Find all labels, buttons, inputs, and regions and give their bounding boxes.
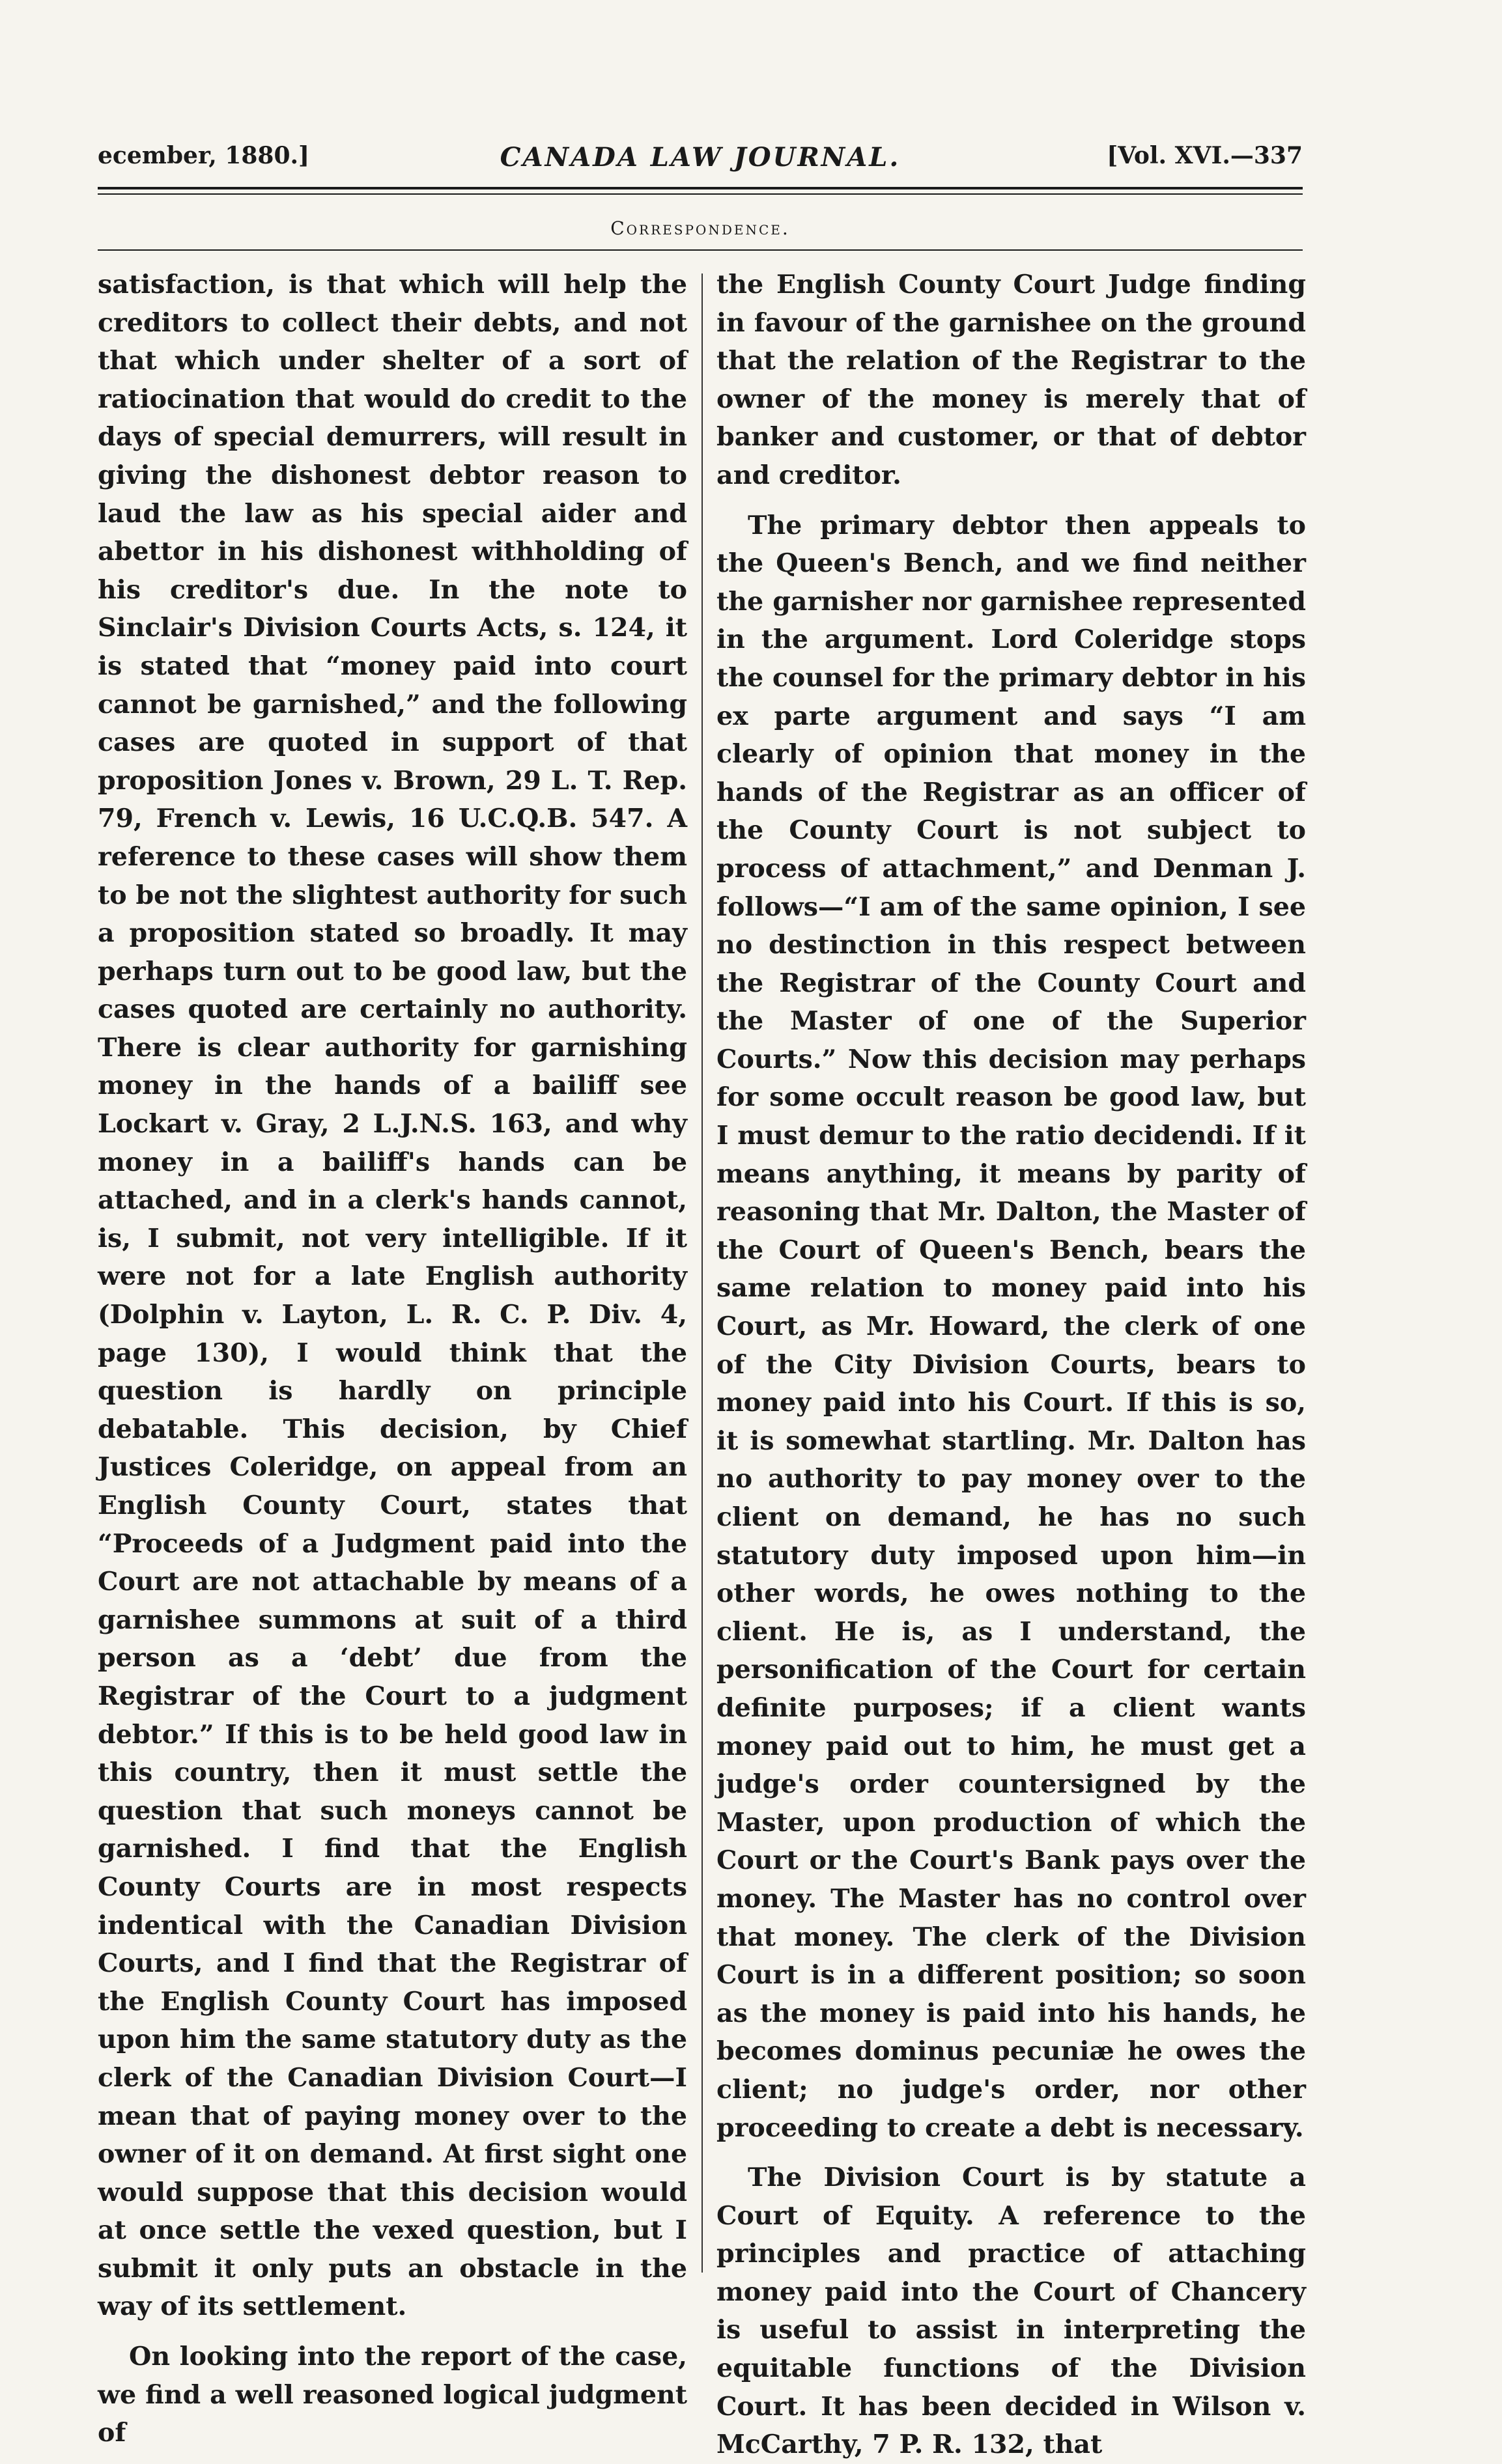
journal-title: CANADA LAW JOURNAL. bbox=[500, 142, 901, 173]
left-paragraph-1: satisfaction, is that which will help the creditors to collect their debts, and not that which under shelter of a sort of ratiocination that would do credit to the days of special demurrers, will result in giving the dishonest debtor reason to laud the law as his special aider and abettor in his dishonest withholding of his creditor's due. In the note to Sinclair's Division Courts Acts, s. 124, it is stated that “money paid into court cannot be garnished,” and the following cases are quoted in support of that proposition Jones v. Brown, 29 L. T. Rep. 79, French v. Lewis, 16 U.C.Q.B. 547. A reference to these cases will show them to be not the slightest authority for such a proposition stated so broadly. It may perhaps turn out to be good law, but the cases quoted are certainly no authority. There is clear authority for garnishing money in the hands of a bailiff see Lockart v. Gray, 2 L.J.N.S. 163, and why money in a bailiff's hands can be attached, and in a clerk's hands cannot, is, I submit, not very intelligible. If it were not for a late English authority (Dolphin v. Layton, L. R. C. P. Div. 4, page 130), I would think that the question is hardly on principle debatable. This decision, by Chief Justices Coleridge, on appeal from an English County Court, states that “Proceeds of a Judgment paid into the Court are not attachable by means of a garnishee summons at suit of a third person as a ‘debt’ due from the Registrar of the Court to a judgment debtor.” If this is to be held good law in this country, then it must settle the question that such moneys cannot be garnished. I find that the English County Courts are in most respects indentical with the Canadian Division Courts, and I find that the Registrar of the English County Court has imposed upon him the same statutory duty as the clerk of the Canadian Division Court—I mean that of paying money over to the owner of it on demand. At first sight one would suppose that this decision would at once settle the vexed question, but I submit it only puts an obstacle in the way of its settlement. bbox=[98, 270, 687, 2322]
header-rule-thick bbox=[98, 187, 1303, 189]
section-title: Correspondence. bbox=[610, 217, 790, 239]
volume-page: [Vol. XVI.—337 bbox=[1107, 142, 1303, 169]
left-paragraph-2: On looking into the report of the case, we find a well reasoned logical judgment of bbox=[98, 2342, 687, 2448]
right-paragraph-2: The primary debtor then appeals to the Queen's Bench, and we find neither the garnisher nor garnishee represented in the argument. Lord Coleridge stops the counsel for the primary debtor in his ex parte argument and says “I am clearly of opinion that money in the hands of the Registrar as an officer of the County Court is not subject to process of attachment,” and Denman J. follows—“I am of the same opinion, I see no destinction in this respect between the Registrar of the County Court and the Master of one of the Superior Courts.” Now this decision may perhaps for some occult reason be good law, but I must demur to the ratio decidendi. If it means anything, it means by parity of reasoning that Mr. Dalton, the Master of the Court of Queen's Bench, bears the same relation to money paid into his Court, as Mr. Howard, the clerk of one of the City Division Courts, bears to money paid into his Court. If this is so, it is somewhat startling. Mr. Dalton has no authority to pay money over to the client on demand, he has no such statutory duty imposed upon him—in other words, he owes nothing to the client. He is, as I understand, the personification of the Court for certain definite purposes; if a client wants money paid out to him, he must get a judge's order countersigned by the Master, upon production of which the Court or the Court's Bank pays over the money. The Master has no control over that money. The clerk of the Division Court is in a different position; so soon as the money is paid into his hands, he becomes dominus pecuniæ he owes the client; no judge's order, nor other proceeding to create a debt is necessary. bbox=[716, 510, 1306, 2143]
section-rule bbox=[98, 249, 1303, 251]
right-paragraph-3: The Division Court is by statute a Court of Equity. A reference to the principles and practice of attaching money paid into the Court of Chancery is useful to assist in interpreting the equitable functions of the Division Court. It has been decided in Wilson v. McCarthy, 7 P. R. 132, that bbox=[716, 2163, 1306, 2460]
column-divider bbox=[701, 273, 703, 2273]
right-column bbox=[716, 266, 1306, 2460]
right-paragraph-1: the English County Court Judge finding in favour of the garnishee on the ground that the relation of the Registrar to the owner of the money is merely that of banker and customer, or that of debtor and creditor. bbox=[716, 270, 1306, 490]
left-column bbox=[98, 266, 687, 2448]
header-date: ecember, 1880.] bbox=[98, 142, 310, 169]
running-header bbox=[98, 142, 1303, 188]
header-rule-thin bbox=[98, 193, 1303, 195]
